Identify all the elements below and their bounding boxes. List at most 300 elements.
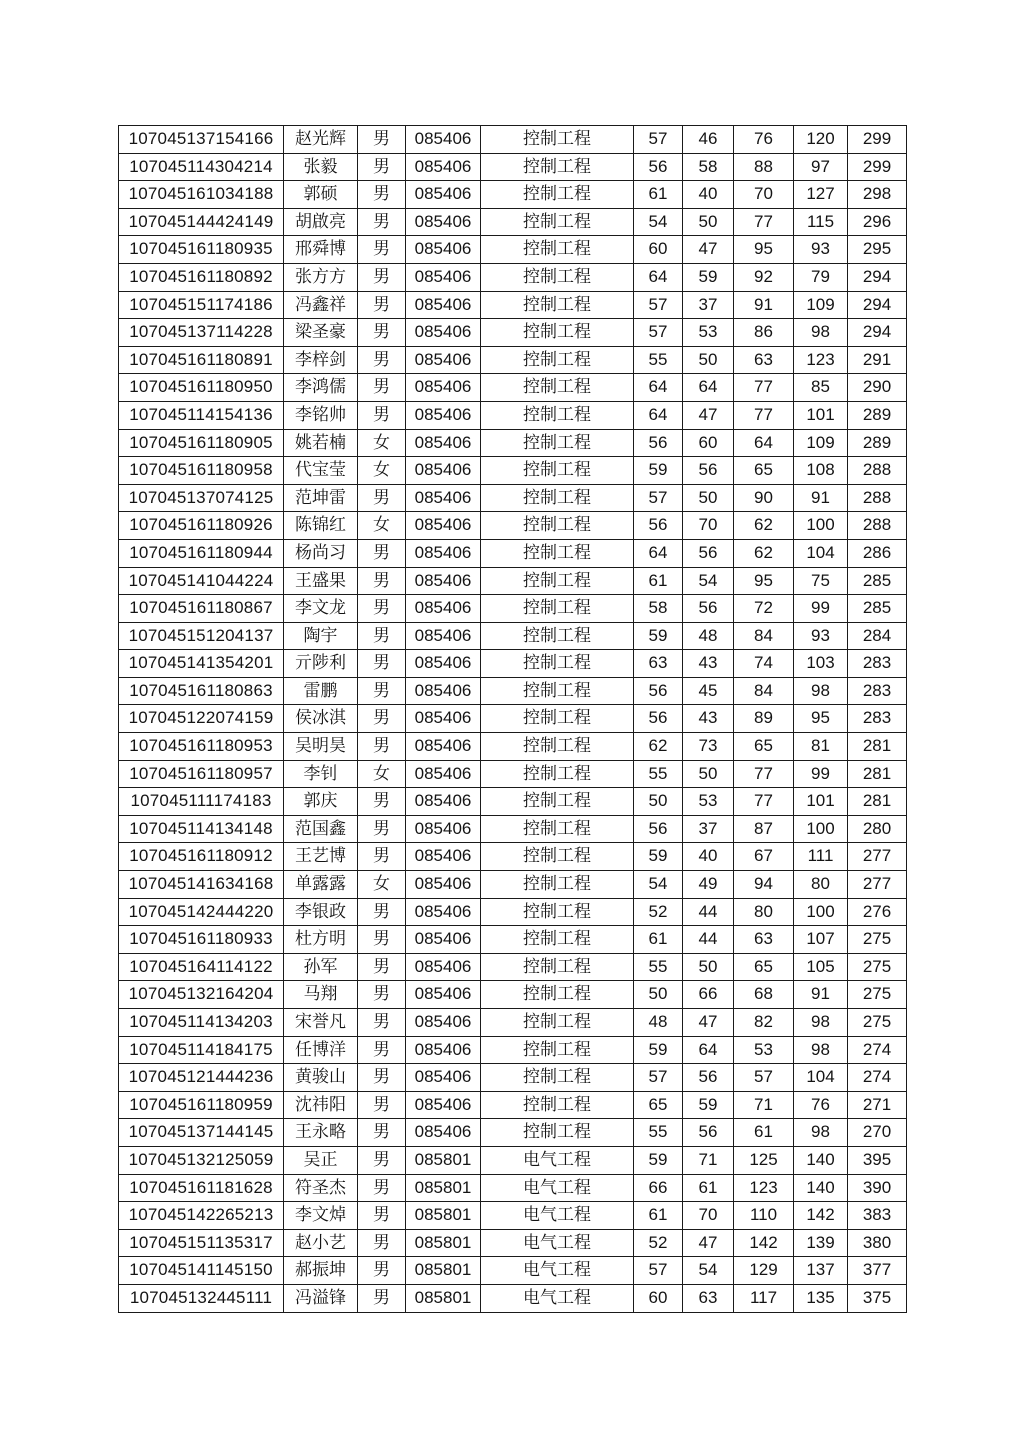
total-score-cell: 275 — [848, 981, 907, 1009]
score-3-cell: 71 — [734, 1091, 794, 1119]
table-row — [119, 1202, 907, 1230]
score-2-cell: 50 — [683, 760, 734, 788]
score-2-cell: 60 — [683, 429, 734, 457]
score-4-cell: 142 — [794, 1202, 848, 1230]
gender-cell: 男 — [358, 926, 406, 954]
score-1-cell: 64 — [634, 401, 683, 429]
gender-cell: 男 — [358, 208, 406, 236]
total-score-cell: 295 — [848, 236, 907, 264]
score-1-cell: 55 — [634, 1119, 683, 1147]
name-cell: 亓陟利 — [284, 650, 358, 678]
gender-cell: 女 — [358, 760, 406, 788]
total-score-cell: 288 — [848, 484, 907, 512]
name-cell: 郭硕 — [284, 181, 358, 209]
candidate-id-cell: 107045161181628 — [119, 1174, 284, 1202]
total-score-cell: 299 — [848, 153, 907, 181]
score-4-cell: 109 — [794, 429, 848, 457]
score-1-cell: 55 — [634, 760, 683, 788]
score-2-cell: 56 — [683, 1119, 734, 1147]
score-3-cell: 88 — [734, 153, 794, 181]
score-1-cell: 54 — [634, 871, 683, 899]
score-3-cell: 95 — [734, 567, 794, 595]
score-2-cell: 53 — [683, 788, 734, 816]
candidate-id-cell: 107045114154136 — [119, 401, 284, 429]
score-1-cell: 61 — [634, 1202, 683, 1230]
score-1-cell: 57 — [634, 484, 683, 512]
score-1-cell: 50 — [634, 981, 683, 1009]
score-3-cell: 62 — [734, 512, 794, 540]
total-score-cell: 377 — [848, 1257, 907, 1285]
name-cell: 姚若楠 — [284, 429, 358, 457]
table-row — [119, 1174, 907, 1202]
major-name-cell: 电气工程 — [481, 1257, 634, 1285]
name-cell: 李钊 — [284, 760, 358, 788]
score-2-cell: 43 — [683, 650, 734, 678]
table-row — [119, 539, 907, 567]
table-row — [119, 677, 907, 705]
score-4-cell: 93 — [794, 236, 848, 264]
major-code-cell: 085406 — [406, 650, 481, 678]
name-cell: 范坤雷 — [284, 484, 358, 512]
total-score-cell: 375 — [848, 1284, 907, 1312]
score-4-cell: 91 — [794, 484, 848, 512]
total-score-cell: 294 — [848, 291, 907, 319]
name-cell: 黄骏山 — [284, 1064, 358, 1092]
score-1-cell: 61 — [634, 926, 683, 954]
major-code-cell: 085406 — [406, 705, 481, 733]
name-cell: 符圣杰 — [284, 1174, 358, 1202]
candidate-id-cell: 107045141044224 — [119, 567, 284, 595]
table-row — [119, 788, 907, 816]
score-4-cell: 123 — [794, 346, 848, 374]
name-cell: 单露露 — [284, 871, 358, 899]
score-4-cell: 104 — [794, 1064, 848, 1092]
candidate-id-cell: 107045142444220 — [119, 898, 284, 926]
score-4-cell: 137 — [794, 1257, 848, 1285]
table-row — [119, 153, 907, 181]
score-2-cell: 56 — [683, 1064, 734, 1092]
gender-cell: 男 — [358, 374, 406, 402]
total-score-cell: 286 — [848, 539, 907, 567]
gender-cell: 男 — [358, 181, 406, 209]
major-code-cell: 085801 — [406, 1229, 481, 1257]
candidate-id-cell: 107045141145150 — [119, 1257, 284, 1285]
table-row — [119, 760, 907, 788]
score-1-cell: 60 — [634, 1284, 683, 1312]
score-2-cell: 64 — [683, 374, 734, 402]
gender-cell: 男 — [358, 1036, 406, 1064]
major-name-cell: 控制工程 — [481, 291, 634, 319]
name-cell: 侯冰淇 — [284, 705, 358, 733]
table-row — [119, 236, 907, 264]
score-2-cell: 53 — [683, 319, 734, 347]
gender-cell: 男 — [358, 291, 406, 319]
major-name-cell: 控制工程 — [481, 319, 634, 347]
score-2-cell: 58 — [683, 153, 734, 181]
total-score-cell: 299 — [848, 126, 907, 154]
score-4-cell: 98 — [794, 1009, 848, 1037]
major-name-cell: 控制工程 — [481, 1119, 634, 1147]
total-score-cell: 294 — [848, 263, 907, 291]
score-4-cell: 101 — [794, 401, 848, 429]
gender-cell: 男 — [358, 153, 406, 181]
score-4-cell: 93 — [794, 622, 848, 650]
candidate-id-cell: 107045161180950 — [119, 374, 284, 402]
candidate-id-cell: 107045132125059 — [119, 1146, 284, 1174]
candidate-id-cell: 107045137154166 — [119, 126, 284, 154]
candidate-id-cell: 107045161180905 — [119, 429, 284, 457]
major-name-cell: 控制工程 — [481, 512, 634, 540]
major-name-cell: 电气工程 — [481, 1284, 634, 1312]
candidate-id-cell: 107045111174183 — [119, 788, 284, 816]
score-2-cell: 56 — [683, 539, 734, 567]
score-3-cell: 53 — [734, 1036, 794, 1064]
score-2-cell: 47 — [683, 1009, 734, 1037]
candidate-id-cell: 107045161034188 — [119, 181, 284, 209]
name-cell: 吴明昊 — [284, 733, 358, 761]
score-2-cell: 71 — [683, 1146, 734, 1174]
gender-cell: 女 — [358, 512, 406, 540]
name-cell: 代宝莹 — [284, 457, 358, 485]
name-cell: 冯鑫祥 — [284, 291, 358, 319]
score-3-cell: 84 — [734, 622, 794, 650]
name-cell: 陈锦红 — [284, 512, 358, 540]
score-4-cell: 139 — [794, 1229, 848, 1257]
score-4-cell: 79 — [794, 263, 848, 291]
name-cell: 郭庆 — [284, 788, 358, 816]
score-2-cell: 70 — [683, 512, 734, 540]
name-cell: 王盛果 — [284, 567, 358, 595]
score-3-cell: 129 — [734, 1257, 794, 1285]
score-3-cell: 91 — [734, 291, 794, 319]
score-1-cell: 57 — [634, 291, 683, 319]
score-1-cell: 63 — [634, 650, 683, 678]
score-4-cell: 99 — [794, 595, 848, 623]
major-name-cell: 控制工程 — [481, 788, 634, 816]
score-2-cell: 56 — [683, 595, 734, 623]
gender-cell: 女 — [358, 871, 406, 899]
candidate-id-cell: 107045114304214 — [119, 153, 284, 181]
table-row — [119, 926, 907, 954]
major-code-cell: 085406 — [406, 1119, 481, 1147]
score-3-cell: 72 — [734, 595, 794, 623]
total-score-cell: 395 — [848, 1146, 907, 1174]
score-3-cell: 76 — [734, 126, 794, 154]
gender-cell: 男 — [358, 898, 406, 926]
candidate-id-cell: 107045137144145 — [119, 1119, 284, 1147]
score-4-cell: 115 — [794, 208, 848, 236]
major-code-cell: 085406 — [406, 346, 481, 374]
major-name-cell: 控制工程 — [481, 181, 634, 209]
major-name-cell: 控制工程 — [481, 705, 634, 733]
score-3-cell: 77 — [734, 788, 794, 816]
major-code-cell: 085406 — [406, 153, 481, 181]
score-1-cell: 59 — [634, 622, 683, 650]
name-cell: 赵小艺 — [284, 1229, 358, 1257]
total-score-cell: 281 — [848, 788, 907, 816]
gender-cell: 男 — [358, 595, 406, 623]
score-1-cell: 57 — [634, 126, 683, 154]
name-cell: 范国鑫 — [284, 815, 358, 843]
score-1-cell: 57 — [634, 319, 683, 347]
name-cell: 李银政 — [284, 898, 358, 926]
score-4-cell: 81 — [794, 733, 848, 761]
name-cell: 梁圣豪 — [284, 319, 358, 347]
score-3-cell: 65 — [734, 733, 794, 761]
score-2-cell: 59 — [683, 263, 734, 291]
name-cell: 陶宇 — [284, 622, 358, 650]
score-1-cell: 56 — [634, 705, 683, 733]
score-2-cell: 61 — [683, 1174, 734, 1202]
gender-cell: 男 — [358, 981, 406, 1009]
gender-cell: 男 — [358, 1064, 406, 1092]
table-row — [119, 429, 907, 457]
major-code-cell: 085406 — [406, 236, 481, 264]
major-code-cell: 085406 — [406, 457, 481, 485]
table-row — [119, 871, 907, 899]
score-1-cell: 56 — [634, 153, 683, 181]
major-code-cell: 085801 — [406, 1146, 481, 1174]
total-score-cell: 281 — [848, 760, 907, 788]
major-name-cell: 控制工程 — [481, 539, 634, 567]
gender-cell: 男 — [358, 319, 406, 347]
major-name-cell: 电气工程 — [481, 1202, 634, 1230]
table-row — [119, 457, 907, 485]
score-2-cell: 47 — [683, 401, 734, 429]
major-code-cell: 085406 — [406, 843, 481, 871]
score-3-cell: 70 — [734, 181, 794, 209]
score-1-cell: 57 — [634, 1064, 683, 1092]
major-name-cell: 控制工程 — [481, 871, 634, 899]
total-score-cell: 275 — [848, 1009, 907, 1037]
candidate-id-cell: 107045151204137 — [119, 622, 284, 650]
major-code-cell: 085406 — [406, 1009, 481, 1037]
score-2-cell: 63 — [683, 1284, 734, 1312]
score-4-cell: 98 — [794, 1119, 848, 1147]
candidate-id-cell: 107045121444236 — [119, 1064, 284, 1092]
table-row — [119, 1036, 907, 1064]
score-3-cell: 57 — [734, 1064, 794, 1092]
table-row — [119, 291, 907, 319]
name-cell: 赵光辉 — [284, 126, 358, 154]
total-score-cell: 288 — [848, 512, 907, 540]
score-3-cell: 77 — [734, 208, 794, 236]
major-code-cell: 085406 — [406, 374, 481, 402]
candidate-id-cell: 107045161180863 — [119, 677, 284, 705]
gender-cell: 男 — [358, 126, 406, 154]
score-3-cell: 87 — [734, 815, 794, 843]
score-4-cell: 127 — [794, 181, 848, 209]
major-name-cell: 电气工程 — [481, 1174, 634, 1202]
total-score-cell: 283 — [848, 677, 907, 705]
name-cell: 张毅 — [284, 153, 358, 181]
score-3-cell: 65 — [734, 953, 794, 981]
candidate-id-cell: 107045161180891 — [119, 346, 284, 374]
score-1-cell: 59 — [634, 1146, 683, 1174]
total-score-cell: 285 — [848, 567, 907, 595]
major-name-cell: 控制工程 — [481, 457, 634, 485]
score-3-cell: 63 — [734, 926, 794, 954]
score-1-cell: 56 — [634, 677, 683, 705]
total-score-cell: 289 — [848, 429, 907, 457]
score-3-cell: 110 — [734, 1202, 794, 1230]
score-1-cell: 52 — [634, 1229, 683, 1257]
candidate-id-cell: 107045161180958 — [119, 457, 284, 485]
major-name-cell: 控制工程 — [481, 346, 634, 374]
candidate-id-cell: 107045137114228 — [119, 319, 284, 347]
score-4-cell: 91 — [794, 981, 848, 1009]
name-cell: 沈祎阳 — [284, 1091, 358, 1119]
major-name-cell: 控制工程 — [481, 898, 634, 926]
candidate-id-cell: 107045161180959 — [119, 1091, 284, 1119]
score-3-cell: 62 — [734, 539, 794, 567]
score-1-cell: 55 — [634, 346, 683, 374]
major-name-cell: 控制工程 — [481, 263, 634, 291]
score-2-cell: 46 — [683, 126, 734, 154]
total-score-cell: 271 — [848, 1091, 907, 1119]
gender-cell: 男 — [358, 1284, 406, 1312]
score-1-cell: 59 — [634, 1036, 683, 1064]
table-row — [119, 622, 907, 650]
major-code-cell: 085406 — [406, 595, 481, 623]
score-3-cell: 125 — [734, 1146, 794, 1174]
major-code-cell: 085406 — [406, 1036, 481, 1064]
score-1-cell: 55 — [634, 953, 683, 981]
table-row — [119, 705, 907, 733]
score-4-cell: 109 — [794, 291, 848, 319]
table-row — [119, 1229, 907, 1257]
table-row — [119, 374, 907, 402]
score-3-cell: 77 — [734, 760, 794, 788]
major-code-cell: 085406 — [406, 898, 481, 926]
score-2-cell: 40 — [683, 843, 734, 871]
score-3-cell: 117 — [734, 1284, 794, 1312]
major-name-cell: 控制工程 — [481, 733, 634, 761]
score-3-cell: 92 — [734, 263, 794, 291]
name-cell: 张方方 — [284, 263, 358, 291]
score-2-cell: 44 — [683, 926, 734, 954]
table-row — [119, 733, 907, 761]
score-2-cell: 43 — [683, 705, 734, 733]
gender-cell: 男 — [358, 236, 406, 264]
total-score-cell: 270 — [848, 1119, 907, 1147]
score-4-cell: 80 — [794, 871, 848, 899]
gender-cell: 男 — [358, 788, 406, 816]
major-code-cell: 085406 — [406, 208, 481, 236]
major-name-cell: 控制工程 — [481, 595, 634, 623]
major-code-cell: 085406 — [406, 622, 481, 650]
gender-cell: 女 — [358, 429, 406, 457]
gender-cell: 男 — [358, 1009, 406, 1037]
major-name-cell: 控制工程 — [481, 484, 634, 512]
major-name-cell: 控制工程 — [481, 1091, 634, 1119]
score-2-cell: 47 — [683, 1229, 734, 1257]
major-code-cell: 085406 — [406, 429, 481, 457]
score-4-cell: 100 — [794, 815, 848, 843]
total-score-cell: 275 — [848, 953, 907, 981]
major-name-cell: 控制工程 — [481, 926, 634, 954]
total-score-cell: 294 — [848, 319, 907, 347]
score-1-cell: 56 — [634, 815, 683, 843]
major-name-cell: 电气工程 — [481, 1229, 634, 1257]
score-4-cell: 85 — [794, 374, 848, 402]
score-4-cell: 76 — [794, 1091, 848, 1119]
gender-cell: 男 — [358, 650, 406, 678]
candidate-id-cell: 107045161180867 — [119, 595, 284, 623]
gender-cell: 男 — [358, 1229, 406, 1257]
major-code-cell: 085801 — [406, 1257, 481, 1285]
gender-cell: 男 — [358, 346, 406, 374]
total-score-cell: 274 — [848, 1064, 907, 1092]
score-3-cell: 77 — [734, 401, 794, 429]
total-score-cell: 285 — [848, 595, 907, 623]
major-code-cell: 085406 — [406, 981, 481, 1009]
name-cell: 吴正 — [284, 1146, 358, 1174]
name-cell: 胡啟亮 — [284, 208, 358, 236]
score-4-cell: 100 — [794, 512, 848, 540]
major-code-cell: 085406 — [406, 926, 481, 954]
candidate-id-cell: 107045161180933 — [119, 926, 284, 954]
score-1-cell: 61 — [634, 181, 683, 209]
total-score-cell: 296 — [848, 208, 907, 236]
score-3-cell: 123 — [734, 1174, 794, 1202]
major-name-cell: 控制工程 — [481, 567, 634, 595]
table-row — [119, 263, 907, 291]
gender-cell: 男 — [358, 843, 406, 871]
score-2-cell: 50 — [683, 953, 734, 981]
table-row — [119, 953, 907, 981]
major-code-cell: 085406 — [406, 815, 481, 843]
total-score-cell: 390 — [848, 1174, 907, 1202]
name-cell: 马翔 — [284, 981, 358, 1009]
score-1-cell: 62 — [634, 733, 683, 761]
score-2-cell: 73 — [683, 733, 734, 761]
table-row — [119, 650, 907, 678]
name-cell: 任博洋 — [284, 1036, 358, 1064]
score-4-cell: 111 — [794, 843, 848, 871]
major-code-cell: 085406 — [406, 760, 481, 788]
candidate-id-cell: 107045161180935 — [119, 236, 284, 264]
name-cell: 郝振坤 — [284, 1257, 358, 1285]
major-name-cell: 控制工程 — [481, 1036, 634, 1064]
gender-cell: 男 — [358, 733, 406, 761]
score-4-cell: 103 — [794, 650, 848, 678]
score-2-cell: 37 — [683, 291, 734, 319]
score-2-cell: 40 — [683, 181, 734, 209]
major-name-cell: 控制工程 — [481, 650, 634, 678]
score-3-cell: 90 — [734, 484, 794, 512]
score-4-cell: 100 — [794, 898, 848, 926]
score-2-cell: 54 — [683, 567, 734, 595]
table-row — [119, 126, 907, 154]
candidate-id-cell: 107045132164204 — [119, 981, 284, 1009]
score-3-cell: 64 — [734, 429, 794, 457]
table-row — [119, 1064, 907, 1092]
score-2-cell: 44 — [683, 898, 734, 926]
candidate-id-cell: 107045161180953 — [119, 733, 284, 761]
score-4-cell: 105 — [794, 953, 848, 981]
candidate-id-cell: 107045114184175 — [119, 1036, 284, 1064]
score-2-cell: 50 — [683, 484, 734, 512]
total-score-cell: 274 — [848, 1036, 907, 1064]
table-row — [119, 319, 907, 347]
score-2-cell: 70 — [683, 1202, 734, 1230]
score-3-cell: 95 — [734, 236, 794, 264]
total-score-cell: 277 — [848, 871, 907, 899]
major-code-cell: 085406 — [406, 567, 481, 595]
table-row — [119, 595, 907, 623]
score-3-cell: 67 — [734, 843, 794, 871]
